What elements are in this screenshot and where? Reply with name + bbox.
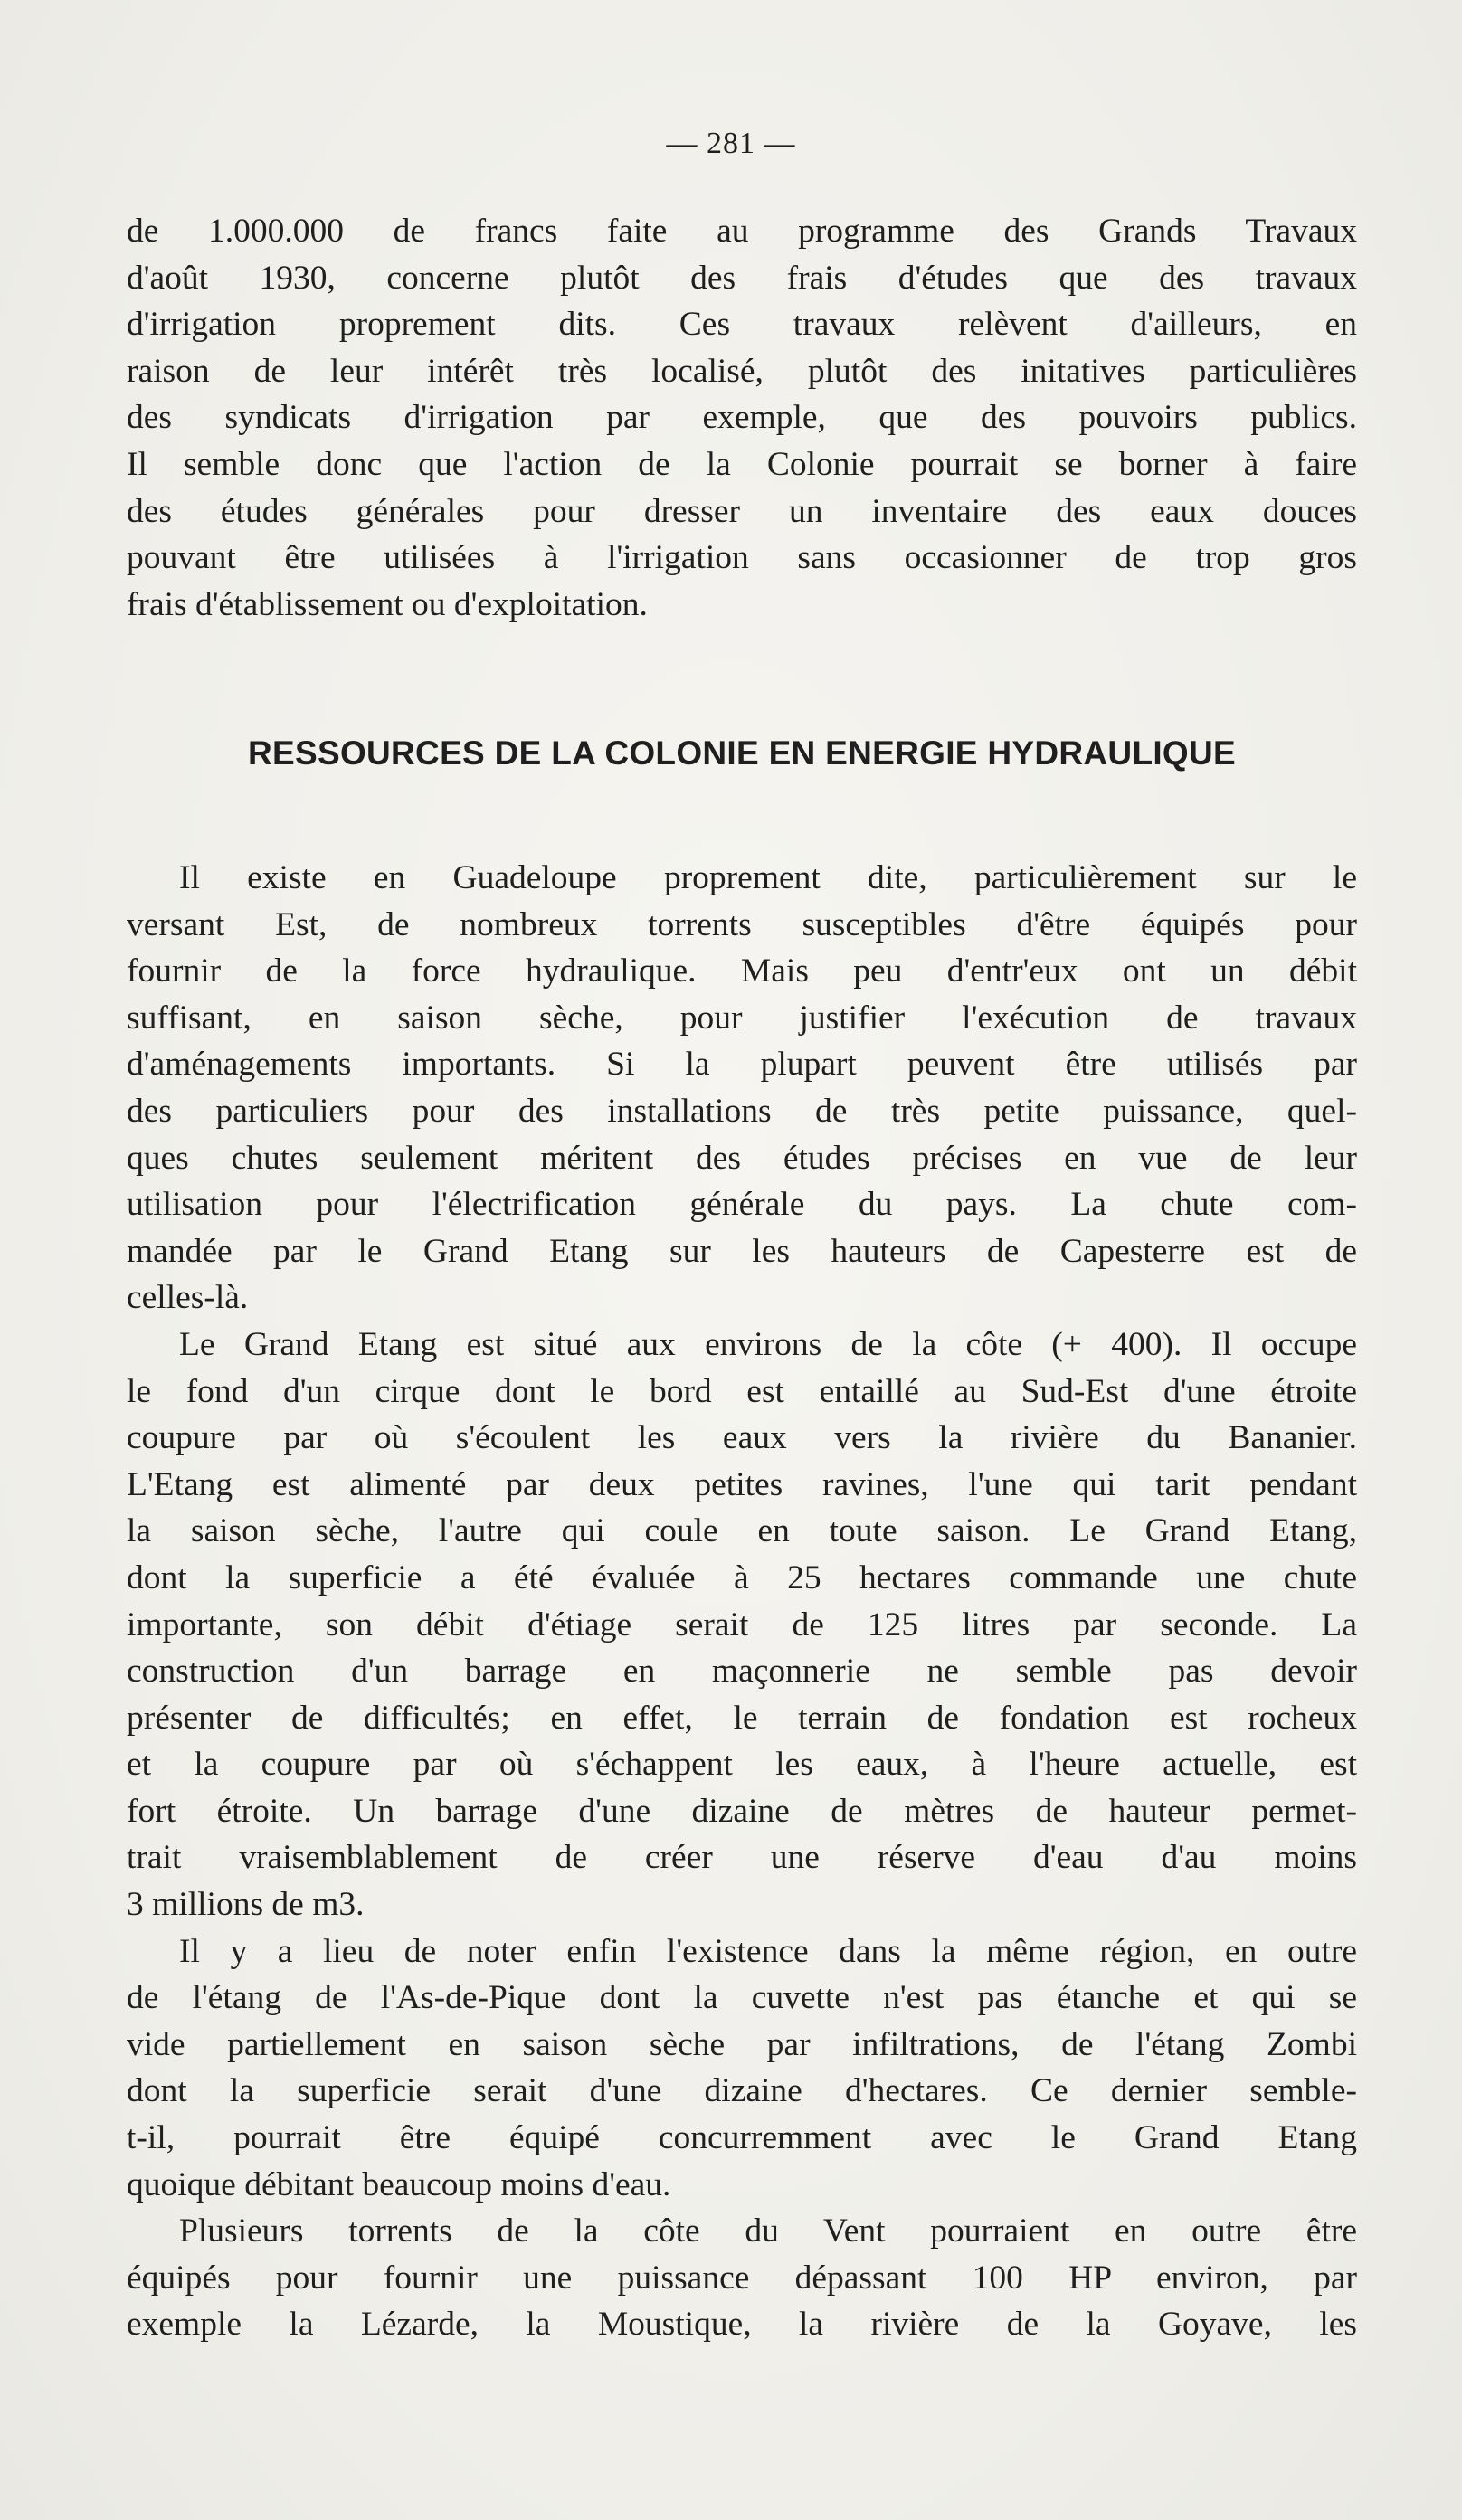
text-line: de l'étang de l'As-de-Pique dont la cuvette n'est pas étanche et qui se: [127, 1979, 1357, 2017]
text-line: des syndicats d'irrigation par exemple, que des pouvoirs publics.: [127, 399, 1357, 437]
text-line: Il y a lieu de noter enfin l'existence dans la même région, en outre: [179, 1932, 1357, 1970]
text-line: et la coupure par où s'échappent les eaux, à l'heure actuelle, est: [127, 1746, 1357, 1784]
text-line: Plusieurs torrents de la côte du Vent pourraient en outre être: [179, 2212, 1357, 2250]
text-line: suffisant, en saison sèche, pour justifier l'exécution de travaux: [127, 999, 1357, 1037]
text-line: fournir de la force hydraulique. Mais peu d'entr'eux ont un débit: [127, 952, 1357, 990]
text-line: L'Etang est alimenté par deux petites ravines, l'une qui tarit pendant: [127, 1465, 1357, 1503]
text-line: raison de leur intérêt très localisé, plutôt des initatives particulières: [127, 352, 1357, 390]
text-line: exemple la Lézarde, la Moustique, la rivière de la Goyave, les: [127, 2306, 1357, 2344]
text-line: présenter de difficultés; en effet, le terrain de fondation est rocheux: [127, 1699, 1357, 1737]
text-line: ques chutes seulement méritent des études précises en vue de leur: [127, 1139, 1357, 1177]
text-line: dont la superficie a été évaluée à 25 hectares commande une chute: [127, 1558, 1357, 1596]
text-line: des études générales pour dresser un inventaire des eaux douces: [127, 492, 1357, 530]
text-line: celles-là.: [127, 1279, 249, 1317]
text-line: équipés pour fournir une puissance dépassant 100 HP environ, par: [127, 2259, 1357, 2297]
paragraph-1: [127, 855, 1357, 1322]
text-line: des particuliers pour des installations de très petite puissance, quel-: [127, 1092, 1357, 1130]
paragraph-2: [127, 1322, 1357, 1928]
text-line: 3 millions de m3.: [127, 1886, 365, 1924]
section-heading: RESSOURCES DE LA COLONIE EN ENERGIE HYDRAULIQUE: [247, 734, 1236, 772]
paragraph-4: [127, 2208, 1357, 2348]
text-line: coupure par où s'écoulent les eaux vers la rivière du Bananier.: [127, 1419, 1357, 1457]
text-line: utilisation pour l'électrification générale du pays. La chute com-: [127, 1186, 1357, 1224]
text-line: fort étroite. Un barrage d'une dizaine de mètres de hauteur permet-: [127, 1792, 1357, 1830]
text-line: vide partiellement en saison sèche par infiltrations, de l'étang Zombi: [127, 2025, 1357, 2063]
text-line: construction d'un barrage en maçonnerie ne semble pas devoir: [127, 1653, 1357, 1691]
text-line: de 1.000.000 de francs faite au programme des Grands Travaux: [127, 213, 1357, 250]
text-line: d'aménagements importants. Si la plupart peuvent être utilisés par: [127, 1046, 1357, 1084]
page-number: — 281 —: [666, 127, 796, 160]
text-line: trait vraisemblablement de créer une réserve d'eau d'au moins: [127, 1839, 1357, 1877]
text-line: d'août 1930, concerne plutôt des frais d'études que des travaux: [127, 259, 1357, 297]
text-line: Il semble donc que l'action de la Colonie pourrait se borner à faire: [127, 445, 1357, 483]
text-line: pouvant être utilisées à l'irrigation sans occasionner de trop gros: [127, 539, 1357, 577]
text-line: versant Est, de nombreux torrents susceptibles d'être équipés pour: [127, 905, 1357, 943]
text-line: dont la superficie serait d'une dizaine d'hectares. Ce dernier semble-: [127, 2072, 1357, 2110]
text-line: quoique débitant beaucoup moins d'eau.: [127, 2165, 671, 2203]
text-line: importante, son débit d'étiage serait de 125 litres par seconde. La: [127, 1606, 1357, 1644]
text-line: la saison sèche, l'autre qui coule en toute saison. Le Grand Etang,: [127, 1512, 1357, 1550]
paragraph-3: [127, 1928, 1357, 2209]
intro-paragraph: [127, 208, 1357, 628]
text-line: Il existe en Guadeloupe proprement dite, particulièrement sur le: [179, 859, 1357, 896]
text-line: t-il, pourrait être équipé concurremment avec le Grand Etang: [127, 2119, 1357, 2157]
text-line: frais d'établissement ou d'exploitation.: [127, 585, 648, 623]
text-line: Le Grand Etang est situé aux environs de la côte (+ 400). Il occupe: [179, 1325, 1357, 1363]
section-body: [127, 855, 1357, 2348]
text-line: mandée par le Grand Etang sur les hauteurs de Capesterre est de: [127, 1232, 1357, 1270]
text-line: d'irrigation proprement dits. Ces travaux relèvent d'ailleurs, en: [127, 306, 1357, 344]
text-line: le fond d'un cirque dont le bord est entaillé au Sud-Est d'une étroite: [127, 1372, 1357, 1410]
